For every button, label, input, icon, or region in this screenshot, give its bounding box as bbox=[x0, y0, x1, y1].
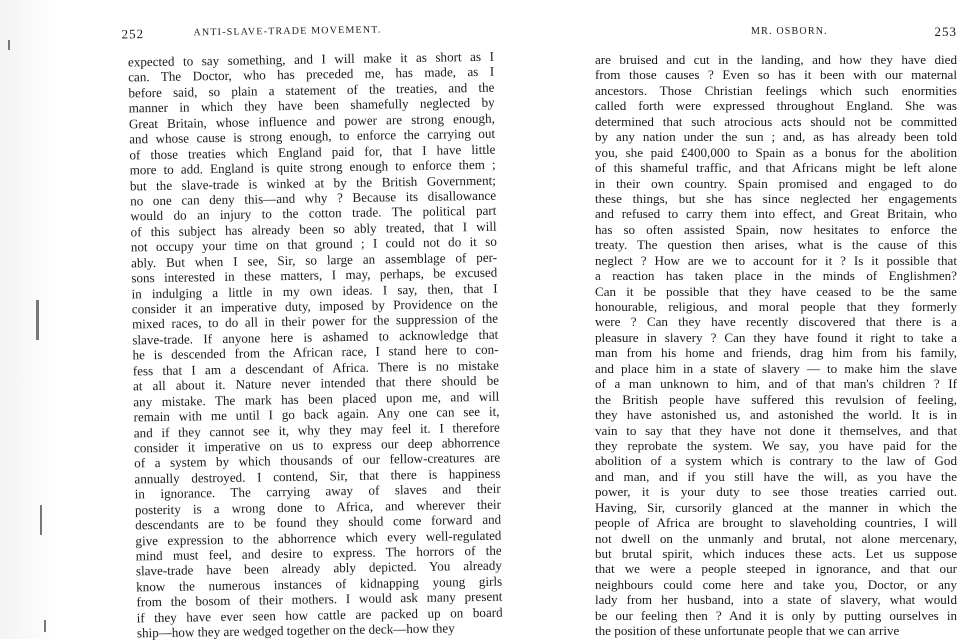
text-line: in their own country. Spain promised and engaged to do bbox=[595, 175, 957, 191]
text-line: manner in which they have been shamefully neglected by bbox=[128, 94, 495, 116]
text-line: ship—how they are wedged together on the deck—how they bbox=[136, 620, 455, 641]
text-line: and refused to carry them into effect, and Great Britain, who bbox=[595, 206, 957, 222]
text-line: be our feeling then ? And it is only by putting ourselves in bbox=[595, 607, 957, 623]
text-line: expected to say something, and I will make it as short as I bbox=[127, 48, 495, 70]
text-line: descendants are to be found they should come forward and bbox=[135, 511, 502, 533]
text-line: he is descended from the African race, I stand here to con- bbox=[132, 341, 499, 363]
text-line: mind must feel, and desire to express. The horrors of the bbox=[135, 542, 502, 564]
text-line: neighbours could come here and take you, Doctor, or any bbox=[595, 576, 957, 592]
text-line: fess that I am a descendant of Africa. There is no mistake bbox=[132, 357, 499, 379]
text-line: from the bosom of their mothers. I would ask many present bbox=[136, 588, 503, 610]
right-page-header bbox=[585, 26, 957, 42]
text-line: more to add. England is quite strong enough to enforce them ; bbox=[129, 156, 496, 178]
left-page-number: 252 bbox=[121, 26, 145, 42]
text-line: consider it imperative on us to express our deep abhorrence bbox=[133, 434, 501, 456]
text-line: at all about it. Nature never intended that there should be bbox=[132, 372, 500, 394]
text-line: the British people have suffered this revulsion of feeling, bbox=[595, 391, 957, 407]
text-line: neglect ? How are we to account for it ? Is it possible that bbox=[595, 252, 957, 268]
text-line: if they have ever seen how cattle are packed up on board bbox=[136, 604, 503, 626]
text-line: has so often assisted Spain, now hesitates to enforce the bbox=[595, 221, 957, 237]
text-line: lady from her husband, into a state of slavery, what would bbox=[595, 592, 957, 608]
text-line: were ? Can they have recently discovered that there is a bbox=[595, 314, 957, 330]
text-line: the position of these unfortunate people that we can arrive bbox=[595, 623, 900, 639]
text-line: called forth were expressed throughout England. She was bbox=[595, 98, 957, 114]
text-line: and whose cause is strong enough, to enforce the carrying out bbox=[129, 125, 496, 147]
text-line: abolition of a system which is contrary to the law of God bbox=[595, 453, 957, 469]
text-line: in indulging a little in my own ideas. I say, then, that I bbox=[131, 280, 498, 301]
text-line: before said, so plain a statement of the treaties, and the bbox=[128, 79, 495, 101]
text-line: Having, Sir, cursorily glanced at the manner in which the bbox=[595, 499, 957, 515]
text-line: not dwell on the unmanly and brutal, not alone mercenary, bbox=[595, 530, 957, 546]
text-line: pleasure in slavery ? Can they have found it right to take a bbox=[595, 329, 957, 345]
text-line: people of Africa are brought to slaveholding countries, I will bbox=[595, 515, 957, 531]
text-line: you, she paid £400,000 to Spain as a bonus for the abolition bbox=[595, 144, 957, 160]
text-line: annually destroyed. I contend, Sir, that there is happiness bbox=[134, 465, 501, 487]
right-running-head: MR. OSBORN. bbox=[751, 26, 828, 37]
left-running-head: ANTI-SLAVE-TRADE MOVEMENT. bbox=[193, 24, 382, 39]
text-line: from those causes ? Even so has it been with our maternal bbox=[595, 67, 957, 83]
text-line: can. The Doctor, who has preceded me, has made, as I bbox=[128, 64, 495, 85]
right-page bbox=[585, 0, 957, 639]
text-line: they reprobate the system. We say, you have paid for the bbox=[595, 437, 957, 453]
text-line: and if they cannot see it, why they may feel it. I therefore bbox=[133, 419, 500, 440]
text-line: and man, and if you still have the will, as you have the bbox=[595, 468, 957, 484]
text-line: know the numerous instances of kidnapping young girls bbox=[136, 573, 503, 595]
text-line: a reaction has taken place in the minds of Englishmen? bbox=[595, 268, 957, 284]
text-line: of this subject has already been so ably treated, that I will bbox=[130, 218, 497, 240]
text-line: of a system by which thousands of our fellow-creatures are bbox=[134, 450, 501, 471]
text-line: posterity is a wrong done to Africa, and wherever their bbox=[134, 496, 502, 518]
text-line: of this shameful traffic, and that Africans might be left alone bbox=[595, 160, 957, 176]
text-line: treaty. The question then arises, what is the cause of this bbox=[595, 237, 957, 253]
text-line: determined that such atrocious acts should not be committed bbox=[595, 113, 957, 129]
text-line: but brutal spirit, which induces these acts. Let us suppose bbox=[595, 546, 957, 561]
text-line: slave-trade have been already ably depicted. You already bbox=[135, 558, 503, 579]
left-page-header bbox=[55, 23, 505, 46]
text-line: of those treaties which England paid for, that I have little bbox=[129, 141, 496, 163]
text-line: power, it is your duty to see those treaties carried out. bbox=[595, 484, 957, 500]
text-line: these things, but she has since neglected her engagements bbox=[595, 190, 957, 206]
text-line: man from his home and friends, drag him from his family, bbox=[595, 345, 957, 361]
text-line: honourable, religious, and moral people that they formerly bbox=[595, 299, 957, 314]
text-line: ancestors. Those Christian feelings which such enormities bbox=[595, 82, 957, 98]
text-line: in ignorance. The carrying away of slaves and their bbox=[134, 480, 501, 502]
page-gutter bbox=[0, 0, 60, 639]
text-line: any mistake. The mark has been placed upon me, and will bbox=[133, 388, 500, 410]
left-page bbox=[55, 0, 515, 642]
text-line: ably. But when I see, Sir, so large an assemblage of per- bbox=[130, 249, 498, 271]
text-line: they have astonished us, and astonished the world. It is in bbox=[595, 407, 957, 423]
text-line: that we were a people steeped in ignorance, and that our bbox=[595, 561, 957, 577]
text-line: are bruised and cut in the landing, and how they have died bbox=[595, 52, 957, 67]
text-line: consider it an imperative duty, imposed by Providence on the bbox=[131, 295, 498, 317]
text-line: would do an injury to the cotton trade. The political part bbox=[130, 203, 497, 224]
text-line: Great Britain, whose influence and power are strong enough, bbox=[128, 110, 495, 132]
right-page-number: 253 bbox=[934, 24, 957, 39]
text-line: no one can deny this—and why ? Because its disallowance bbox=[129, 187, 497, 209]
text-line: not occupy your time on that ground ; I could not do it so bbox=[130, 233, 497, 255]
right-page-text bbox=[595, 52, 957, 639]
text-line: but the slave-trade is winked at by the British Government; bbox=[129, 172, 496, 193]
text-line: mixed races, to do all in their power for the suppression of the bbox=[131, 311, 499, 332]
text-line: give expression to the abhorrence which every well-regulated bbox=[135, 527, 502, 548]
text-line: vain to say that they have not done it themselves, and that bbox=[595, 422, 957, 438]
text-line: sons interested in these matters, I may, perhaps, be excused bbox=[131, 264, 498, 286]
text-line: and place him in a state of slavery — to make him the slave bbox=[595, 360, 957, 376]
text-line: by any nation under the sun ; and, as has already been told bbox=[595, 129, 957, 145]
text-line: of a man unknown to him, and of that man's children ? If bbox=[595, 376, 957, 392]
left-page-text bbox=[128, 49, 503, 641]
text-line: slave-trade. If anyone here is ashamed to acknowledge that bbox=[132, 326, 499, 348]
text-line: remain with me until I go back again. Any one can see it, bbox=[133, 403, 500, 425]
text-line: Can it be possible that they have ceased to be the same bbox=[595, 283, 957, 299]
